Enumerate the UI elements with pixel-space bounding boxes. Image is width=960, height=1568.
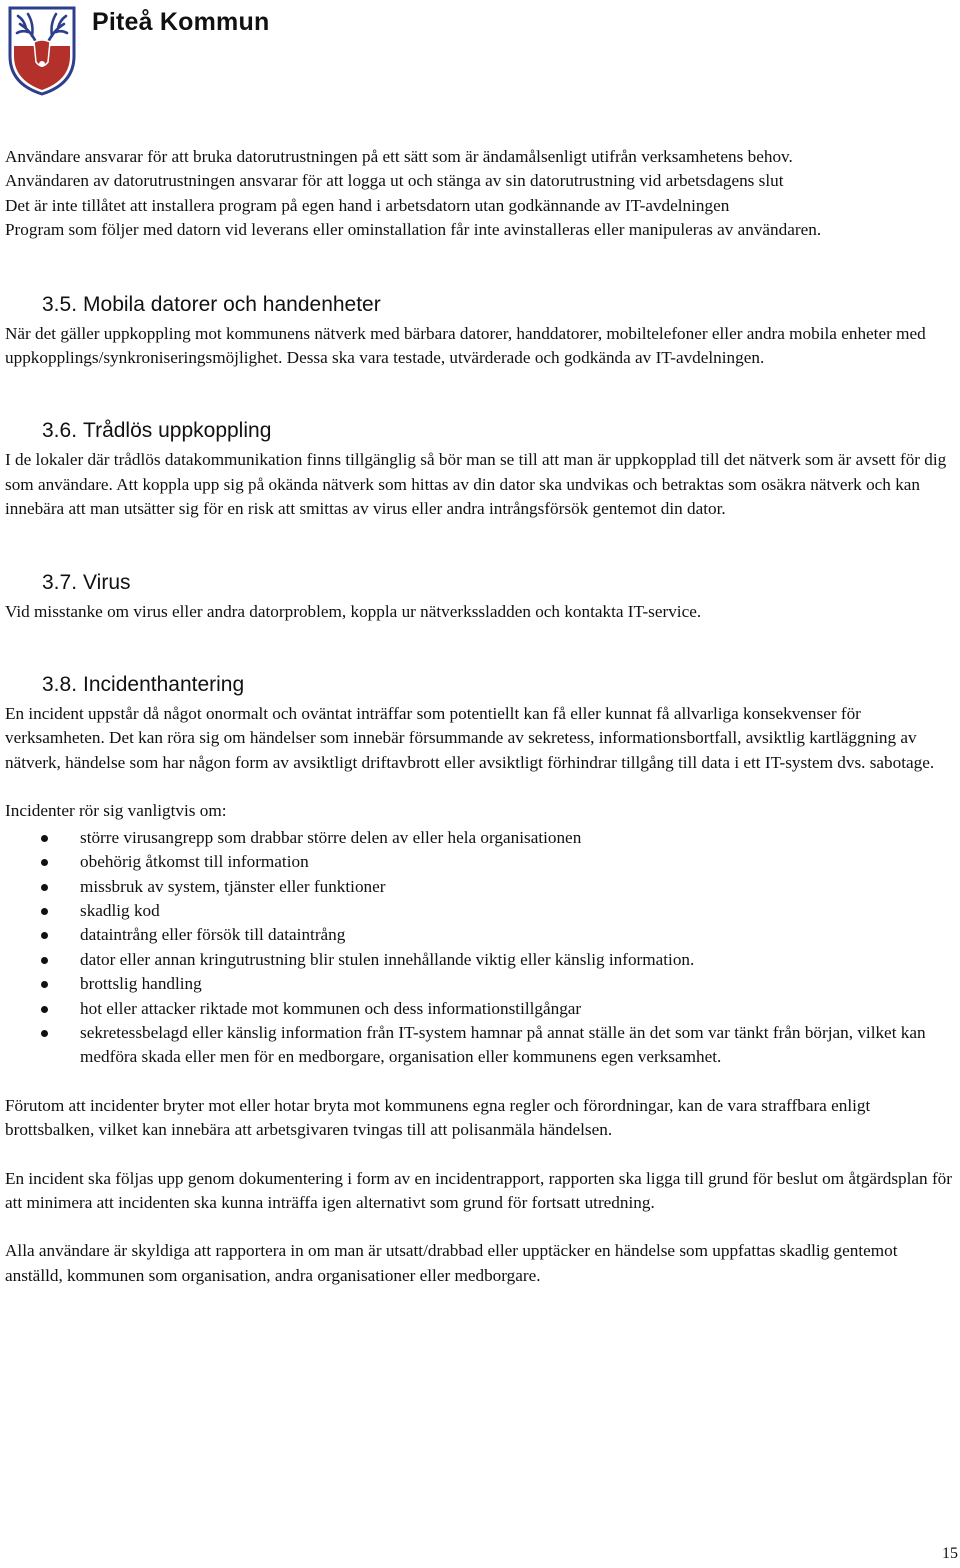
list-item: skadlig kod xyxy=(5,899,957,923)
intro-paragraph: Användaren av datorutrustningen ansvarar för att logga ut och stänga av sin datorutrustning vid arbetsdagens slut xyxy=(5,171,784,191)
page-number: 15 xyxy=(942,1545,958,1562)
section-title: Virus xyxy=(83,570,131,594)
section-paragraph: Alla användare är skyldiga att rapportera in om man är utsatt/drabbad eller upptäcker en händelse som uppfattas skadlig gentemot anställd, kommunen som organisation, andra organisationer eller medborgare. xyxy=(5,1241,898,1285)
section-number: 3.6. xyxy=(42,419,78,443)
list-item: sekretessbelagd eller känslig information från IT-system hamnar på annat ställe än det som var tänkt från början, vilket kan medföra skada eller men för en medborgare, organisation eller kommunens egen verksamhet. xyxy=(5,1021,957,1070)
bullet-icon xyxy=(41,884,48,891)
bullet-icon xyxy=(41,932,48,939)
organization-name: Piteå Kommun xyxy=(92,8,270,36)
intro-paragraph: Användare ansvarar för att bruka datorutrustningen på ett sätt som är ändamålsenligt utifrån verksamhetens behov. xyxy=(5,147,793,166)
document-body xyxy=(5,145,957,1288)
bullet-icon xyxy=(41,957,48,964)
section-paragraph: I de lokaler där trådlös datakommunikation finns tillgänglig så bör man se till att man är uppkopplad till det nätverk som är avsett för dig som användare. Att koppla upp sig på okända nätverk som hittas av din dator ska undvikas och betraktas som osäkra nätverk och kan innebära att man utsätter sig för en risk att smittas av virus eller andra intrångsförsök gentemot din dator. xyxy=(5,450,947,519)
bullet-icon xyxy=(41,835,48,842)
intro-paragraph: Det är inte tillåtet att installera program på egen hand i arbetsdatorn utan godkännande av IT-avdelningen xyxy=(5,195,730,215)
bullet-icon xyxy=(41,1006,48,1013)
section-paragraph: Förutom att incidenter bryter mot eller hotar bryta mot kommunens egna regler och förordningar, kan de vara straffbara enligt brottsbalken, vilket kan innebära att arbetsgivaren tvingas till att polisanmäla händelsen. xyxy=(5,1095,871,1140)
list-item: dator eller annan kringutrustning blir stulen innehållande viktig eller känslig information. xyxy=(5,948,957,972)
section-paragraph: En incident uppstår då något onormalt och oväntat inträffar som potentiellt kan få eller kunnat få allvarliga konsekvenser för verksamheten. Det kan röra sig om händelser som innebär försummande av sekretess, informationsbortfall, avsiktlig kartläggning av nätverk, händelse som har någon form av avsiktligt driftavbrott eller avsiktligt förhindrar tillgång till data i ett IT-system dvs. sabotage. xyxy=(5,704,935,772)
section-title: Mobila datorer och handenheter xyxy=(83,292,381,316)
section-heading-3-6 xyxy=(5,416,957,446)
list-intro: Incidenter rör sig vanligtvis om: xyxy=(5,801,227,821)
list-item: dataintrång eller försök till dataintrång xyxy=(5,923,957,947)
list-item: missbruk av system, tjänster eller funktioner xyxy=(5,875,957,899)
section-heading-3-7 xyxy=(5,568,957,598)
list-item: större virusangrepp som drabbar större delen av eller hela organisationen xyxy=(5,826,957,850)
section-number: 3.8. xyxy=(42,673,78,697)
page-header xyxy=(6,4,269,96)
bullet-icon xyxy=(41,908,48,915)
section-title: Incidenthantering xyxy=(83,673,245,697)
list-item: obehörig åtkomst till information xyxy=(5,850,957,874)
list-item: brottslig handling xyxy=(5,972,957,996)
section-heading-3-8 xyxy=(5,670,957,700)
section-title: Trådlös uppkoppling xyxy=(83,419,272,443)
section-paragraph: En incident ska följas upp genom dokumentering i form av en incidentrapport, rapporten ska ligga till grund för beslut om åtgärdsplan för att minimera att incidenten ska kunna inträffa igen alternativt som grund för fortsatt utredning. xyxy=(5,1168,952,1212)
bullet-icon xyxy=(41,981,48,988)
section-number: 3.5. xyxy=(42,292,78,316)
bullet-icon xyxy=(41,1030,48,1037)
incident-list xyxy=(5,826,957,1070)
intro-paragraph: Program som följer med datorn vid leverans eller ominstallation får inte avinstalleras eller manipuleras av användaren. xyxy=(5,220,822,240)
list-item: hot eller attacker riktade mot kommunen och dess informationstillgångar xyxy=(5,997,957,1021)
reindeer-crest-icon xyxy=(6,4,78,96)
bullet-icon xyxy=(41,859,48,866)
section-paragraph: När det gäller uppkoppling mot kommunens nätverk med bärbara datorer, handdatorer, mobiltelefoner eller andra mobila enheter med uppkopplings/synkroniseringsmöjlighet. Dessa ska vara testade, utvärderade och godkända av IT-avdelningen. xyxy=(5,323,926,368)
section-heading-3-5 xyxy=(5,290,957,320)
section-number: 3.7. xyxy=(42,570,78,594)
section-paragraph: Vid misstanke om virus eller andra datorproblem, koppla ur nätverkssladden och kontakta IT-service. xyxy=(5,601,702,621)
